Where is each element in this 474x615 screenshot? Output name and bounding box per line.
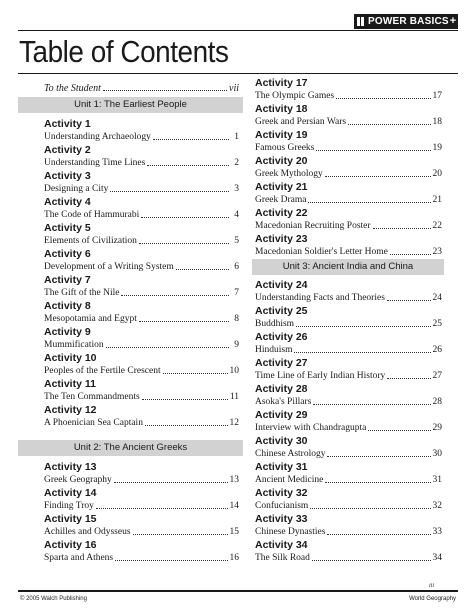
activity-entry bbox=[44, 404, 239, 429]
activity-title: Chinese Dynasties bbox=[255, 527, 326, 537]
activity-entry bbox=[255, 233, 442, 258]
activity-title: Understanding Facts and Theories bbox=[255, 293, 385, 303]
activity-title: Interview with Chandragupta bbox=[255, 423, 367, 433]
activity-heading: Activity 33 bbox=[255, 513, 308, 525]
activity-page: 17 bbox=[432, 91, 442, 101]
activity-page: 23 bbox=[432, 247, 442, 257]
activity-line bbox=[255, 245, 442, 258]
activity-page: 24 bbox=[432, 293, 442, 303]
activity-line bbox=[255, 89, 442, 102]
leader-dots bbox=[96, 508, 228, 509]
leader-dots bbox=[110, 191, 229, 192]
activity-entry bbox=[255, 409, 442, 434]
leader-dots bbox=[373, 228, 431, 229]
activity-title: The Olympic Games bbox=[255, 91, 335, 101]
leader-dots bbox=[325, 482, 430, 483]
activity-entry bbox=[44, 300, 239, 325]
activity-line bbox=[44, 182, 239, 195]
activity-line bbox=[255, 551, 442, 564]
activity-entry bbox=[255, 487, 442, 512]
activity-page: 6 bbox=[234, 262, 239, 272]
unit-2-header: Unit 2: The Ancient Greeks bbox=[18, 440, 243, 456]
activity-page: 27 bbox=[432, 371, 442, 381]
activity-entry bbox=[44, 196, 239, 221]
activity-heading: Activity 1 bbox=[44, 118, 91, 130]
activity-entry bbox=[255, 539, 442, 564]
activity-page: 30 bbox=[432, 449, 442, 459]
activity-line bbox=[255, 525, 442, 538]
activity-entry bbox=[255, 181, 442, 206]
activity-title: Understanding Time Lines bbox=[44, 158, 146, 168]
activity-line bbox=[44, 416, 239, 429]
activity-heading: Activity 27 bbox=[255, 357, 308, 369]
activity-entry bbox=[44, 513, 239, 538]
to-student-entry bbox=[44, 78, 239, 94]
activity-line bbox=[255, 141, 442, 154]
activity-page: 32 bbox=[432, 501, 442, 511]
activity-title: Macedonian Recruiting Poster bbox=[255, 221, 371, 231]
activity-entry bbox=[44, 539, 239, 564]
copyright-text: © 2005 Walch Publishing bbox=[20, 596, 87, 602]
unit-3-header: Unit 3: Ancient India and China bbox=[252, 259, 444, 275]
activity-line bbox=[255, 369, 442, 382]
activity-title: Mummification bbox=[44, 340, 104, 350]
unit-1-list bbox=[44, 118, 239, 429]
activity-heading: Activity 15 bbox=[44, 513, 97, 525]
activity-heading: Activity 32 bbox=[255, 487, 308, 499]
activity-title: Hinduism bbox=[255, 345, 293, 355]
activity-page: 18 bbox=[432, 117, 442, 127]
leader-dots bbox=[142, 399, 228, 400]
activity-entry bbox=[44, 461, 239, 486]
activity-title: Greek Geography bbox=[44, 475, 112, 485]
leader-dots bbox=[121, 295, 229, 296]
logo-block-icon bbox=[357, 17, 360, 26]
activity-page: 26 bbox=[432, 345, 442, 355]
activity-page: 16 bbox=[229, 553, 239, 563]
activity-line bbox=[255, 343, 442, 356]
activity-entry bbox=[255, 207, 442, 232]
activity-heading: Activity 8 bbox=[44, 300, 91, 312]
leader-dots bbox=[139, 321, 229, 322]
activity-title: Confucianism bbox=[255, 501, 309, 511]
activity-line bbox=[255, 473, 442, 486]
activity-line bbox=[44, 390, 239, 403]
leader-dots bbox=[368, 430, 430, 431]
activity-entry bbox=[44, 222, 239, 247]
leader-dots bbox=[106, 347, 229, 348]
activity-heading: Activity 5 bbox=[44, 222, 91, 234]
activity-line bbox=[255, 499, 442, 512]
activity-entry bbox=[44, 248, 239, 273]
unit-3-list bbox=[255, 279, 442, 564]
leader-dots bbox=[145, 425, 228, 426]
activity-entry bbox=[255, 305, 442, 330]
leader-dots bbox=[310, 508, 430, 509]
unit-2-continued-list bbox=[255, 77, 442, 258]
activity-title: Achilles and Odysseus bbox=[44, 527, 131, 537]
right-column bbox=[255, 76, 442, 564]
activity-page: 1 bbox=[234, 132, 239, 142]
activity-line bbox=[44, 234, 239, 247]
leader-dots bbox=[141, 217, 229, 218]
activity-line bbox=[44, 156, 239, 169]
activity-entry bbox=[255, 103, 442, 128]
activity-heading: Activity 10 bbox=[44, 352, 97, 364]
activity-title: The Code of Hammurabi bbox=[44, 210, 140, 220]
activity-page: 22 bbox=[432, 221, 442, 231]
activity-page: 10 bbox=[229, 366, 239, 376]
activity-page: 13 bbox=[229, 475, 239, 485]
activity-title: Chinese Astrology bbox=[255, 449, 326, 459]
activity-page: 33 bbox=[432, 527, 442, 537]
footer-rule bbox=[18, 590, 458, 592]
to-student-page: vii bbox=[229, 83, 239, 94]
activity-page: 4 bbox=[234, 210, 239, 220]
activity-title: Finding Troy bbox=[44, 501, 94, 511]
leader-dots bbox=[114, 482, 228, 483]
activity-line bbox=[255, 291, 442, 304]
activity-heading: Activity 31 bbox=[255, 461, 308, 473]
unit-1-header: Unit 1: The Earliest People bbox=[18, 97, 243, 113]
activity-heading: Activity 7 bbox=[44, 274, 91, 286]
activity-heading: Activity 30 bbox=[255, 435, 308, 447]
unit-2-list bbox=[44, 461, 239, 564]
activity-title: Ancient Medicine bbox=[255, 475, 324, 485]
activity-title: A Phoenician Sea Captain bbox=[44, 418, 143, 428]
page-number: iii bbox=[428, 583, 434, 589]
leader-dots bbox=[336, 98, 430, 99]
activity-entry bbox=[255, 77, 442, 102]
activity-page: 19 bbox=[432, 143, 442, 153]
activity-heading: Activity 19 bbox=[255, 129, 308, 141]
top-rule bbox=[18, 30, 458, 31]
activity-title: Elements of Civilization bbox=[44, 236, 137, 246]
activity-heading: Activity 9 bbox=[44, 326, 91, 338]
activity-line bbox=[255, 395, 442, 408]
activity-heading: Activity 6 bbox=[44, 248, 91, 260]
activity-page: 7 bbox=[234, 288, 239, 298]
activity-line bbox=[255, 447, 442, 460]
activity-entry bbox=[255, 357, 442, 382]
activity-line bbox=[44, 260, 239, 273]
activity-title: Designing a City bbox=[44, 184, 109, 194]
activity-line bbox=[255, 421, 442, 434]
activity-page: 2 bbox=[234, 158, 239, 168]
activity-line bbox=[44, 338, 239, 351]
activity-title: Time Line of Early Indian History bbox=[255, 371, 386, 381]
activity-entry bbox=[44, 144, 239, 169]
activity-line bbox=[44, 525, 239, 538]
leader-dots bbox=[327, 534, 430, 535]
activity-entry bbox=[255, 461, 442, 486]
activity-title: Peoples of the Fertile Crescent bbox=[44, 366, 161, 376]
leader-dots bbox=[308, 202, 430, 203]
activity-line bbox=[44, 499, 239, 512]
activity-entry bbox=[255, 279, 442, 304]
activity-heading: Activity 28 bbox=[255, 383, 308, 395]
leader-dots bbox=[325, 176, 431, 177]
activity-heading: Activity 22 bbox=[255, 207, 308, 219]
activity-heading: Activity 14 bbox=[44, 487, 97, 499]
leader-dots bbox=[176, 269, 229, 270]
leader-dots bbox=[348, 124, 430, 125]
leader-dots bbox=[387, 300, 431, 301]
activity-entry bbox=[255, 435, 442, 460]
activity-entry bbox=[44, 378, 239, 403]
activity-title: Sparta and Athens bbox=[44, 553, 114, 563]
activity-heading: Activity 13 bbox=[44, 461, 97, 473]
activity-heading: Activity 26 bbox=[255, 331, 308, 343]
activity-title: The Gift of the Nile bbox=[44, 288, 120, 298]
activity-heading: Activity 23 bbox=[255, 233, 308, 245]
leader-dots bbox=[294, 352, 430, 353]
logo-block-icon bbox=[361, 17, 364, 26]
activity-page: 34 bbox=[432, 553, 442, 563]
activity-title: Understanding Archaeology bbox=[44, 132, 151, 142]
activity-entry bbox=[44, 170, 239, 195]
activity-entry bbox=[44, 487, 239, 512]
leader-dots bbox=[327, 456, 430, 457]
activity-heading: Activity 24 bbox=[255, 279, 308, 291]
activity-title: The Ten Commandments bbox=[44, 392, 140, 402]
activity-line bbox=[44, 551, 239, 564]
activity-entry bbox=[44, 326, 239, 351]
to-student-label: To the Student bbox=[44, 83, 101, 94]
activity-line bbox=[44, 364, 239, 377]
title-rule bbox=[18, 73, 458, 74]
book-title: World Geography bbox=[409, 596, 456, 602]
activity-heading: Activity 34 bbox=[255, 539, 308, 551]
activity-page: 20 bbox=[432, 169, 442, 179]
activity-page: 8 bbox=[234, 314, 239, 324]
activity-heading: Activity 20 bbox=[255, 155, 308, 167]
activity-line bbox=[255, 167, 442, 180]
activity-entry bbox=[255, 383, 442, 408]
activity-entry bbox=[255, 155, 442, 180]
activity-title: Famous Greeks bbox=[255, 143, 315, 153]
activity-page: 31 bbox=[432, 475, 442, 485]
power-basics-logo bbox=[354, 14, 458, 29]
activity-title: Development of a Writing System bbox=[44, 262, 174, 272]
activity-line bbox=[44, 130, 239, 143]
activity-entry bbox=[44, 352, 239, 377]
activity-title: Asoka's Pillars bbox=[255, 397, 312, 407]
activity-page: 5 bbox=[234, 236, 239, 246]
logo-plus: + bbox=[449, 15, 457, 27]
activity-line bbox=[255, 115, 442, 128]
activity-page: 3 bbox=[234, 184, 239, 194]
activity-page: 14 bbox=[229, 501, 239, 511]
leader-dots bbox=[387, 378, 430, 379]
activity-line bbox=[255, 317, 442, 330]
activity-entry bbox=[255, 129, 442, 154]
activity-heading: Activity 3 bbox=[44, 170, 91, 182]
activity-page: 11 bbox=[229, 392, 239, 402]
leader-dots bbox=[153, 139, 229, 140]
activity-line bbox=[255, 193, 442, 206]
activity-line bbox=[44, 312, 239, 325]
activity-page: 9 bbox=[234, 340, 239, 350]
leader-dots bbox=[103, 90, 227, 91]
leader-dots bbox=[147, 165, 229, 166]
leader-dots bbox=[139, 243, 229, 244]
logo-text: POWER BASICS bbox=[368, 16, 449, 27]
activity-heading: Activity 21 bbox=[255, 181, 308, 193]
leader-dots bbox=[163, 373, 228, 374]
activity-heading: Activity 16 bbox=[44, 539, 97, 551]
activity-title: Buddhism bbox=[255, 319, 295, 329]
activity-entry bbox=[255, 331, 442, 356]
activity-title: Greek Mythology bbox=[255, 169, 323, 179]
activity-entry bbox=[44, 274, 239, 299]
activity-title: Greek and Persian Wars bbox=[255, 117, 347, 127]
activity-page: 21 bbox=[432, 195, 442, 205]
activity-heading: Activity 29 bbox=[255, 409, 308, 421]
activity-page: 25 bbox=[432, 319, 442, 329]
activity-heading: Activity 18 bbox=[255, 103, 308, 115]
leader-dots bbox=[312, 560, 431, 561]
leader-dots bbox=[133, 534, 228, 535]
leader-dots bbox=[115, 560, 227, 561]
activity-page: 12 bbox=[229, 418, 239, 428]
activity-line bbox=[44, 286, 239, 299]
activity-line bbox=[44, 473, 239, 486]
activity-line bbox=[44, 208, 239, 221]
activity-heading: Activity 25 bbox=[255, 305, 308, 317]
activity-title: Mesopotamia and Egypt bbox=[44, 314, 137, 324]
page-title: Table of Contents bbox=[19, 34, 229, 69]
activity-entry bbox=[255, 513, 442, 538]
activity-heading: Activity 11 bbox=[44, 378, 96, 390]
activity-entry bbox=[44, 118, 239, 143]
leader-dots bbox=[296, 326, 430, 327]
activity-heading: Activity 2 bbox=[44, 144, 91, 156]
activity-line bbox=[255, 219, 442, 232]
activity-page: 28 bbox=[432, 397, 442, 407]
activity-title: Greek Drama bbox=[255, 195, 307, 205]
activity-heading: Activity 4 bbox=[44, 196, 91, 208]
activity-title: Macedonian Soldier's Letter Home bbox=[255, 247, 388, 257]
activity-page: 29 bbox=[432, 423, 442, 433]
left-column bbox=[44, 76, 239, 564]
activity-heading: Activity 12 bbox=[44, 404, 97, 416]
activity-heading: Activity 17 bbox=[255, 77, 308, 89]
leader-dots bbox=[316, 150, 430, 151]
leader-dots bbox=[390, 254, 431, 255]
activity-title: The Silk Road bbox=[255, 553, 310, 563]
leader-dots bbox=[313, 404, 430, 405]
activity-page: 15 bbox=[229, 527, 239, 537]
